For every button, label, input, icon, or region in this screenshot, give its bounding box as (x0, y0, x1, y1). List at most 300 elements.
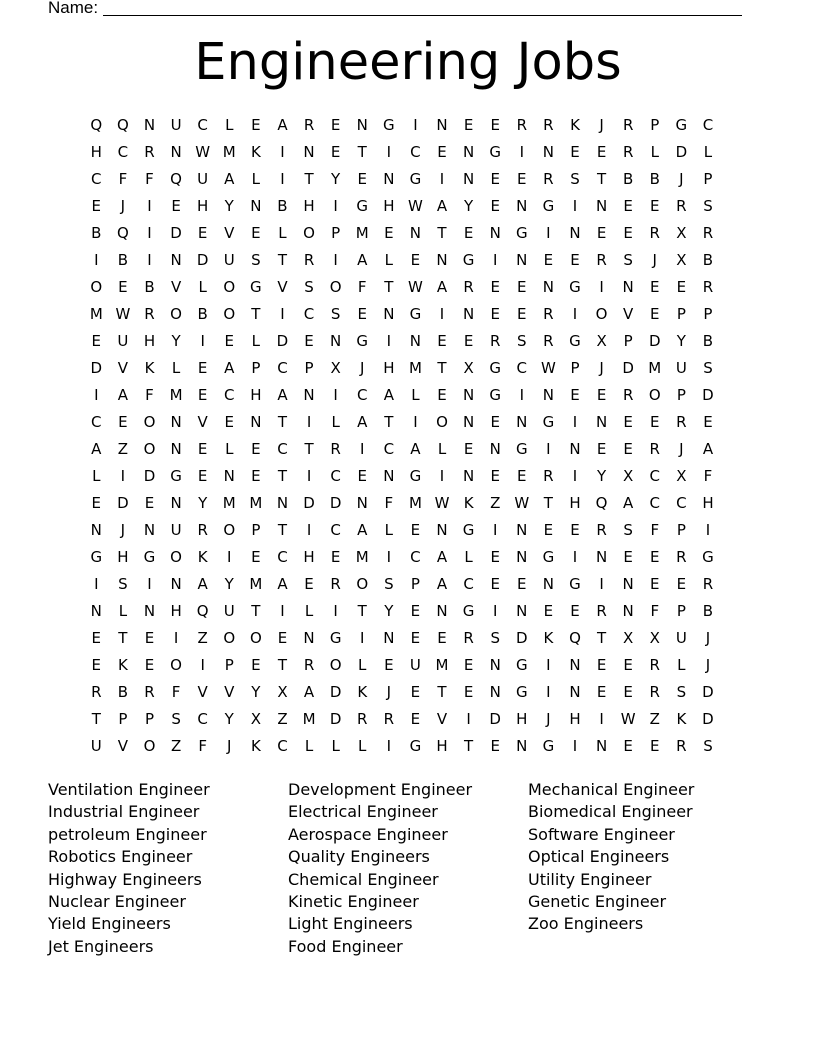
grid-letter[interactable]: E (623, 737, 633, 755)
grid-letter[interactable]: J (679, 170, 684, 188)
grid-letter[interactable]: E (650, 575, 660, 593)
grid-letter[interactable]: M (408, 359, 422, 377)
grid-letter[interactable]: E (543, 602, 554, 620)
grid-letter[interactable]: L (225, 440, 234, 458)
grid-letter[interactable]: Z (170, 737, 182, 755)
grid-letter[interactable]: N (489, 440, 501, 458)
grid-letter[interactable]: G (409, 170, 422, 188)
grid-letter[interactable]: E (517, 467, 527, 485)
grid-letter[interactable]: I (546, 656, 551, 674)
grid-letter[interactable]: O (329, 656, 342, 674)
grid-letter[interactable]: C (91, 413, 102, 431)
grid-letter[interactable]: G (542, 413, 555, 431)
grid-letter[interactable]: I (439, 305, 445, 323)
grid-letter[interactable]: E (91, 197, 102, 215)
grid-letter[interactable]: O (303, 224, 315, 242)
grid-letter[interactable]: I (200, 656, 205, 674)
grid-letter[interactable]: S (490, 629, 500, 647)
grid-letter[interactable]: E (490, 170, 500, 188)
grid-letter[interactable]: L (677, 656, 686, 674)
grid-letter[interactable]: Q (116, 224, 129, 242)
grid-letter[interactable]: N (170, 143, 182, 161)
grid-letter[interactable]: G (515, 224, 528, 242)
grid-letter[interactable]: L (198, 278, 207, 296)
grid-letter[interactable]: T (437, 683, 447, 701)
grid-letter[interactable]: A (357, 251, 368, 269)
grid-letter[interactable]: R (463, 629, 474, 647)
grid-letter[interactable]: L (118, 602, 128, 620)
grid-letter[interactable]: R (649, 683, 660, 701)
grid-letter[interactable]: O (356, 575, 369, 593)
grid-letter[interactable]: I (546, 224, 551, 242)
grid-letter[interactable]: X (676, 224, 687, 242)
grid-letter[interactable]: R (543, 116, 554, 134)
grid-letter[interactable]: J (679, 440, 684, 458)
grid-letter[interactable]: E (596, 143, 607, 161)
grid-letter[interactable]: N (595, 413, 608, 431)
grid-letter[interactable]: G (383, 116, 395, 134)
grid-letter[interactable]: E (623, 656, 633, 674)
grid-letter[interactable]: Y (224, 710, 234, 728)
grid-letter[interactable]: T (251, 602, 261, 620)
grid-letter[interactable]: S (330, 305, 341, 323)
grid-letter[interactable]: I (333, 602, 338, 620)
grid-letter[interactable]: N (330, 332, 342, 350)
grid-letter[interactable]: T (277, 521, 288, 539)
grid-letter[interactable]: E (357, 467, 367, 485)
grid-letter[interactable]: E (197, 224, 208, 242)
grid-letter[interactable]: I (280, 602, 285, 620)
grid-letter[interactable]: E (676, 575, 687, 593)
grid-letter[interactable]: O (329, 278, 342, 296)
grid-letter[interactable]: E (596, 656, 607, 674)
grid-letter[interactable]: I (173, 629, 179, 647)
grid-letter[interactable]: L (650, 143, 659, 161)
grid-letter[interactable]: L (251, 170, 261, 188)
grid-letter[interactable]: B (197, 305, 208, 323)
grid-letter[interactable]: N (250, 413, 262, 431)
grid-letter[interactable]: G (250, 278, 262, 296)
grid-letter[interactable]: R (516, 116, 528, 134)
grid-letter[interactable]: C (91, 170, 102, 188)
grid-letter[interactable]: X (623, 629, 634, 647)
grid-letter[interactable]: R (144, 305, 155, 323)
grid-letter[interactable]: E (490, 116, 500, 134)
grid-letter[interactable]: O (143, 737, 156, 755)
grid-letter[interactable]: R (303, 116, 315, 134)
grid-letter[interactable]: V (170, 278, 182, 296)
grid-letter[interactable]: R (144, 683, 155, 701)
grid-letter[interactable]: A (623, 494, 634, 512)
grid-letter[interactable]: I (519, 143, 525, 161)
grid-letter[interactable]: O (170, 656, 182, 674)
grid-letter[interactable]: I (120, 467, 126, 485)
grid-letter[interactable]: E (437, 332, 447, 350)
grid-letter[interactable]: T (437, 224, 447, 242)
grid-letter[interactable]: E (490, 278, 500, 296)
grid-letter[interactable]: N (143, 602, 156, 620)
grid-letter[interactable]: J (705, 629, 711, 647)
grid-letter[interactable]: O (436, 413, 448, 431)
grid-letter[interactable]: C (516, 359, 528, 377)
grid-letter[interactable]: E (197, 386, 208, 404)
grid-letter[interactable]: H (197, 197, 209, 215)
grid-letter[interactable]: H (569, 710, 581, 728)
grid-letter[interactable]: A (197, 575, 208, 593)
grid-letter[interactable]: R (596, 251, 607, 269)
grid-letter[interactable]: E (463, 656, 474, 674)
grid-letter[interactable]: H (569, 494, 581, 512)
grid-letter[interactable]: C (303, 305, 315, 323)
grid-letter[interactable]: E (410, 710, 421, 728)
grid-letter[interactable]: I (333, 386, 338, 404)
grid-letter[interactable]: N (489, 656, 501, 674)
grid-letter[interactable]: O (249, 629, 262, 647)
grid-letter[interactable]: N (170, 494, 182, 512)
grid-letter[interactable]: D (329, 494, 342, 512)
grid-letter[interactable]: G (515, 656, 528, 674)
grid-letter[interactable]: P (331, 224, 341, 242)
grid-letter[interactable]: I (227, 548, 232, 566)
grid-letter[interactable]: R (676, 413, 687, 431)
grid-letter[interactable]: C (197, 116, 208, 134)
grid-letter[interactable]: G (329, 629, 342, 647)
grid-letter[interactable]: M (355, 548, 369, 566)
grid-letter[interactable]: E (251, 224, 261, 242)
grid-letter[interactable]: R (383, 710, 395, 728)
grid-letter[interactable]: Z (277, 710, 288, 728)
grid-letter[interactable]: E (463, 332, 474, 350)
grid-letter[interactable]: E (490, 737, 500, 755)
grid-letter[interactable]: I (94, 251, 99, 269)
grid-letter[interactable]: G (170, 467, 182, 485)
grid-letter[interactable]: P (623, 332, 633, 350)
grid-letter[interactable]: T (304, 170, 314, 188)
grid-letter[interactable]: S (570, 170, 580, 188)
grid-letter[interactable]: Z (649, 710, 660, 728)
grid-letter[interactable]: E (596, 440, 607, 458)
grid-letter[interactable]: J (652, 251, 657, 269)
grid-letter[interactable]: N (250, 197, 262, 215)
grid-letter[interactable]: T (384, 278, 394, 296)
grid-letter[interactable]: K (197, 548, 208, 566)
grid-letter[interactable]: C (702, 116, 714, 134)
grid-letter[interactable]: C (330, 521, 341, 539)
grid-letter[interactable]: C (224, 386, 235, 404)
grid-letter[interactable]: E (251, 548, 261, 566)
grid-letter[interactable]: E (91, 332, 102, 350)
grid-letter[interactable]: L (278, 224, 287, 242)
grid-letter[interactable]: E (251, 116, 261, 134)
grid-letter[interactable]: E (490, 305, 500, 323)
grid-letter[interactable]: J (120, 197, 126, 215)
grid-letter[interactable]: V (436, 710, 448, 728)
grid-letter[interactable]: S (703, 359, 713, 377)
grid-letter[interactable]: S (304, 278, 314, 296)
grid-letter[interactable]: E (596, 386, 607, 404)
grid-letter[interactable]: R (649, 440, 660, 458)
grid-letter[interactable]: R (649, 224, 660, 242)
grid-letter[interactable]: P (251, 521, 261, 539)
grid-letter[interactable]: D (702, 683, 714, 701)
grid-letter[interactable]: M (169, 386, 183, 404)
grid-letter[interactable]: B (702, 251, 714, 269)
grid-letter[interactable]: S (703, 197, 713, 215)
grid-letter[interactable]: F (118, 170, 128, 188)
grid-letter[interactable]: E (463, 683, 474, 701)
grid-letter[interactable]: E (490, 413, 500, 431)
grid-letter[interactable]: F (171, 683, 181, 701)
grid-letter[interactable]: Q (116, 116, 129, 134)
grid-letter[interactable]: J (599, 359, 604, 377)
grid-letter[interactable]: A (436, 548, 448, 566)
grid-letter[interactable]: M (408, 494, 422, 512)
grid-letter[interactable]: M (89, 305, 103, 323)
grid-letter[interactable]: R (543, 170, 554, 188)
grid-letter[interactable]: N (542, 386, 554, 404)
grid-letter[interactable]: E (410, 251, 421, 269)
grid-letter[interactable]: L (92, 467, 101, 485)
grid-letter[interactable]: P (703, 305, 713, 323)
grid-letter[interactable]: U (223, 251, 235, 269)
grid-letter[interactable]: I (599, 278, 604, 296)
grid-letter[interactable]: U (409, 656, 421, 674)
grid-letter[interactable]: I (386, 332, 392, 350)
grid-letter[interactable]: I (360, 440, 365, 458)
grid-letter[interactable]: R (676, 548, 687, 566)
grid-letter[interactable]: G (675, 116, 688, 134)
grid-letter[interactable]: N (489, 224, 501, 242)
grid-letter[interactable]: U (90, 737, 102, 755)
grid-letter[interactable]: T (596, 170, 607, 188)
grid-letter[interactable]: L (304, 737, 314, 755)
grid-letter[interactable]: E (543, 251, 554, 269)
grid-letter[interactable]: I (147, 575, 152, 593)
grid-letter[interactable]: P (224, 656, 234, 674)
grid-letter[interactable]: E (384, 656, 394, 674)
grid-letter[interactable]: P (118, 710, 128, 728)
grid-letter[interactable]: F (650, 602, 660, 620)
grid-letter[interactable]: E (144, 494, 155, 512)
grid-letter[interactable]: X (277, 683, 288, 701)
grid-letter[interactable]: M (249, 575, 263, 593)
grid-letter[interactable]: C (356, 386, 368, 404)
grid-letter[interactable]: F (145, 170, 154, 188)
grid-letter[interactable]: S (623, 251, 633, 269)
grid-letter[interactable]: J (705, 656, 711, 674)
grid-letter[interactable]: E (623, 413, 633, 431)
grid-letter[interactable]: A (383, 386, 394, 404)
grid-letter[interactable]: R (489, 332, 501, 350)
grid-letter[interactable]: C (410, 143, 421, 161)
grid-letter[interactable]: R (543, 467, 554, 485)
grid-letter[interactable]: C (117, 143, 129, 161)
grid-letter[interactable]: I (413, 116, 418, 134)
grid-letter[interactable]: C (383, 440, 395, 458)
grid-letter[interactable]: N (462, 413, 475, 431)
grid-letter[interactable]: I (572, 305, 578, 323)
grid-letter[interactable]: O (595, 305, 608, 323)
grid-letter[interactable]: D (516, 629, 528, 647)
grid-letter[interactable]: I (280, 143, 285, 161)
grid-letter[interactable]: K (463, 494, 474, 512)
grid-letter[interactable]: S (118, 575, 128, 593)
grid-letter[interactable]: N (542, 278, 554, 296)
grid-letter[interactable]: T (277, 251, 288, 269)
grid-letter[interactable]: J (599, 116, 604, 134)
grid-letter[interactable]: W (540, 359, 556, 377)
grid-letter[interactable]: I (147, 251, 152, 269)
grid-letter[interactable]: O (223, 521, 236, 539)
grid-letter[interactable]: P (570, 359, 580, 377)
grid-letter[interactable]: U (117, 332, 129, 350)
grid-letter[interactable]: I (492, 251, 498, 269)
grid-letter[interactable]: I (546, 440, 551, 458)
grid-letter[interactable]: N (462, 143, 475, 161)
grid-letter[interactable]: D (303, 494, 315, 512)
grid-letter[interactable]: O (223, 278, 236, 296)
grid-letter[interactable]: P (410, 575, 420, 593)
grid-letter[interactable]: I (546, 683, 551, 701)
grid-letter[interactable]: K (250, 143, 261, 161)
grid-letter[interactable]: D (117, 494, 129, 512)
grid-letter[interactable]: H (170, 602, 182, 620)
grid-letter[interactable]: P (676, 386, 686, 404)
grid-letter[interactable]: Q (196, 602, 209, 620)
grid-letter[interactable]: I (572, 737, 578, 755)
grid-letter[interactable]: N (516, 602, 528, 620)
grid-letter[interactable]: L (331, 737, 340, 755)
grid-letter[interactable]: V (197, 413, 208, 431)
grid-letter[interactable]: N (622, 278, 634, 296)
grid-letter[interactable]: D (143, 467, 156, 485)
grid-letter[interactable]: E (570, 602, 580, 620)
grid-letter[interactable]: E (437, 629, 447, 647)
grid-letter[interactable]: A (91, 440, 102, 458)
grid-letter[interactable]: E (623, 683, 633, 701)
grid-letter[interactable]: E (623, 197, 633, 215)
grid-letter[interactable]: A (436, 575, 448, 593)
grid-letter[interactable]: A (277, 575, 288, 593)
grid-letter[interactable]: T (464, 737, 474, 755)
grid-letter[interactable]: I (413, 413, 418, 431)
grid-letter[interactable]: X (623, 467, 634, 485)
grid-letter[interactable]: L (384, 251, 393, 269)
grid-letter[interactable]: N (542, 575, 554, 593)
grid-letter[interactable]: U (675, 359, 687, 377)
grid-letter[interactable]: C (277, 548, 288, 566)
grid-letter[interactable]: L (225, 116, 234, 134)
name-line[interactable] (103, 15, 742, 16)
grid-letter[interactable]: X (649, 629, 660, 647)
grid-letter[interactable]: E (650, 737, 660, 755)
grid-letter[interactable]: U (197, 170, 209, 188)
grid-letter[interactable]: E (330, 116, 341, 134)
grid-letter[interactable]: A (224, 359, 235, 377)
grid-letter[interactable]: N (303, 629, 315, 647)
grid-letter[interactable]: C (277, 359, 288, 377)
grid-letter[interactable]: G (409, 467, 422, 485)
grid-letter[interactable]: E (650, 413, 660, 431)
grid-letter[interactable]: G (143, 548, 156, 566)
grid-letter[interactable]: G (409, 305, 422, 323)
grid-letter[interactable]: Q (569, 629, 581, 647)
grid-letter[interactable]: H (303, 197, 315, 215)
grid-letter[interactable]: E (517, 278, 527, 296)
grid-letter[interactable]: T (437, 359, 447, 377)
grid-letter[interactable]: R (649, 656, 660, 674)
grid-letter[interactable]: Y (251, 683, 261, 701)
grid-letter[interactable]: E (251, 467, 261, 485)
grid-letter[interactable]: L (464, 548, 473, 566)
grid-letter[interactable]: G (542, 737, 555, 755)
grid-letter[interactable]: O (90, 278, 103, 296)
grid-letter[interactable]: T (251, 305, 261, 323)
grid-letter[interactable]: V (224, 224, 235, 242)
grid-letter[interactable]: E (144, 629, 155, 647)
grid-letter[interactable]: E (570, 521, 580, 539)
grid-letter[interactable]: L (384, 521, 393, 539)
grid-letter[interactable]: H (436, 737, 448, 755)
grid-letter[interactable]: E (623, 548, 633, 566)
grid-letter[interactable]: O (170, 548, 182, 566)
grid-letter[interactable]: E (197, 440, 208, 458)
grid-letter[interactable]: N (489, 683, 501, 701)
grid-letter[interactable]: A (357, 413, 368, 431)
grid-letter[interactable]: R (702, 224, 714, 242)
grid-letter[interactable]: I (333, 251, 338, 269)
grid-letter[interactable]: E (517, 575, 527, 593)
grid-letter[interactable]: I (94, 386, 99, 404)
grid-letter[interactable]: R (676, 197, 687, 215)
grid-letter[interactable]: N (622, 575, 634, 593)
grid-letter[interactable]: N (462, 305, 475, 323)
grid-letter[interactable]: R (702, 575, 714, 593)
grid-letter[interactable]: R (197, 521, 208, 539)
grid-letter[interactable]: Z (490, 494, 501, 512)
grid-letter[interactable]: A (277, 116, 288, 134)
grid-letter[interactable]: B (117, 251, 129, 269)
grid-letter[interactable]: I (572, 467, 578, 485)
grid-letter[interactable]: N (569, 683, 581, 701)
grid-letter[interactable]: N (383, 305, 395, 323)
grid-letter[interactable]: D (170, 224, 182, 242)
grid-letter[interactable]: E (570, 386, 580, 404)
grid-letter[interactable]: L (331, 413, 340, 431)
grid-letter[interactable]: I (439, 170, 445, 188)
grid-letter[interactable]: E (517, 305, 527, 323)
grid-letter[interactable]: H (117, 548, 129, 566)
grid-letter[interactable]: H (383, 197, 395, 215)
grid-letter[interactable]: N (436, 521, 448, 539)
grid-letter[interactable]: F (384, 494, 394, 512)
grid-letter[interactable]: N (276, 494, 289, 512)
grid-letter[interactable]: M (222, 494, 236, 512)
grid-letter[interactable]: J (386, 683, 392, 701)
grid-letter[interactable]: J (227, 737, 232, 755)
grid-letter[interactable]: E (437, 143, 447, 161)
grid-letter[interactable]: I (147, 224, 152, 242)
grid-letter[interactable]: I (439, 467, 445, 485)
grid-letter[interactable]: A (702, 440, 714, 458)
grid-letter[interactable]: T (357, 143, 367, 161)
grid-letter[interactable]: B (649, 170, 660, 188)
grid-letter[interactable]: D (702, 386, 714, 404)
grid-letter[interactable]: E (650, 278, 660, 296)
grid-letter[interactable]: Y (384, 602, 394, 620)
grid-letter[interactable]: I (147, 197, 152, 215)
grid-letter[interactable]: D (196, 251, 209, 269)
